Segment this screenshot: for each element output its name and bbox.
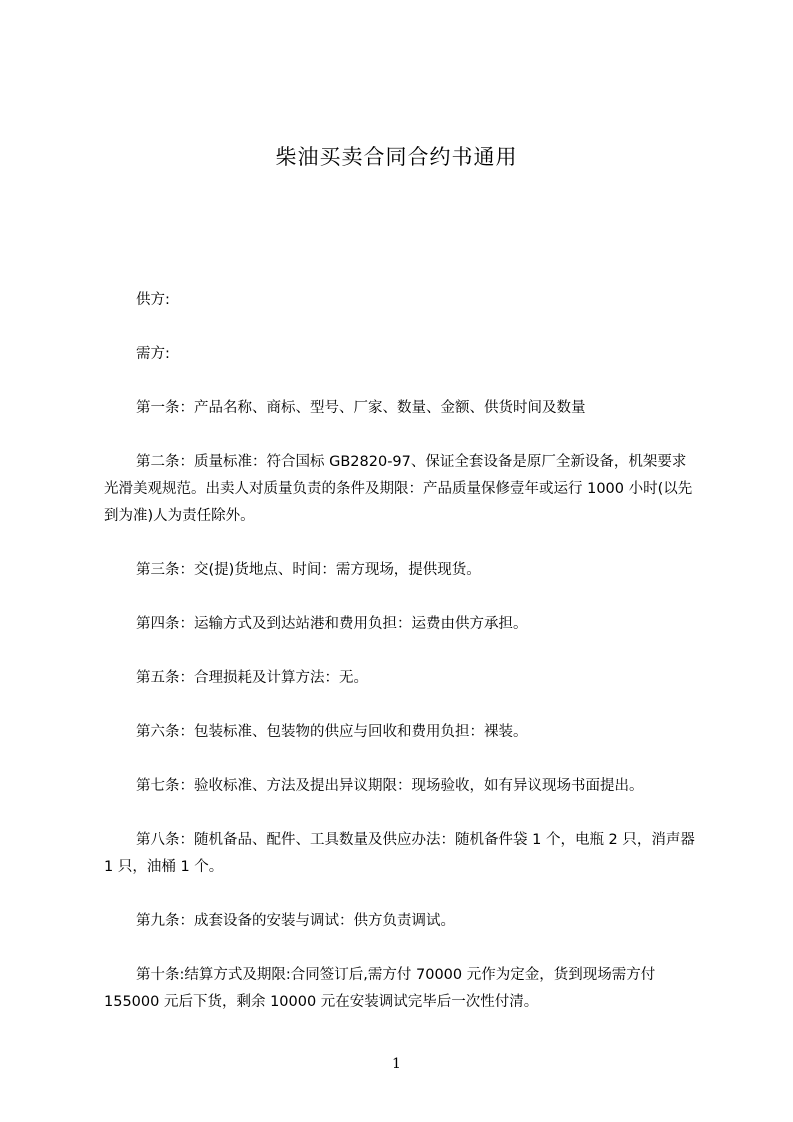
paragraph-text: 第四条：运输方式及到达站港和费用负担：运费由供方承担。 [136, 616, 528, 632]
article-8 [104, 827, 700, 881]
article-6 [104, 719, 696, 746]
article-10 [104, 962, 696, 1016]
buyer-line [104, 341, 696, 368]
article-2 [104, 449, 696, 530]
paragraph-text: 需方: [136, 346, 170, 362]
paragraph-text: 第九条：成套设备的安装与调试：供方负责调试。 [136, 913, 455, 929]
article-4 [104, 611, 696, 638]
article-3 [104, 557, 696, 584]
paragraph-text: 第五条：合理损耗及计算方法：无。 [136, 670, 368, 686]
article-1 [104, 395, 696, 422]
article-5 [104, 665, 696, 692]
paragraph-text: 第一条：产品名称、商标、型号、厂家、数量、金额、供货时间及数量 [136, 400, 586, 416]
document-title: 柴油买卖合同合约书通用 [275, 145, 518, 169]
paragraph-text: 第六条：包装标准、包装物的供应与回收和费用负担：裸装。 [136, 724, 528, 740]
paragraph-text: 第二条：质量标准：符合国标 GB2820-97、保证全套设备是原厂全新设备，机架要求光滑美观规范。出卖人对质量负责的条件及期限：产品质量保修壹年或运行 1000 小时(以先到为准)人为责任除外。 [104, 454, 693, 524]
paragraph-text: 第十条:结算方式及期限:合同签订后,需方付 70000 元作为定金，货到现场需方付 155000 元后下货，剩余 10000 元在安装调试完毕后一次性付清。 [104, 967, 660, 1010]
supplier-line [104, 287, 696, 314]
article-9 [104, 908, 696, 935]
page-number: 1 [392, 1056, 401, 1072]
paragraph-text: 供方: [136, 292, 170, 308]
paragraph-text: 第三条：交(提)货地点、时间：需方现场，提供现货。 [136, 562, 481, 578]
paragraph-text: 第八条：随机备品、配件、工具数量及供应办法：随机备件袋 1 个，电瓶 2 只，消声器 1 只，油桶 1 个。 [104, 832, 700, 875]
article-7 [104, 773, 696, 800]
paragraph-text: 第七条：验收标准、方法及提出异议期限：现场验收，如有异议现场书面提出。 [136, 778, 644, 794]
